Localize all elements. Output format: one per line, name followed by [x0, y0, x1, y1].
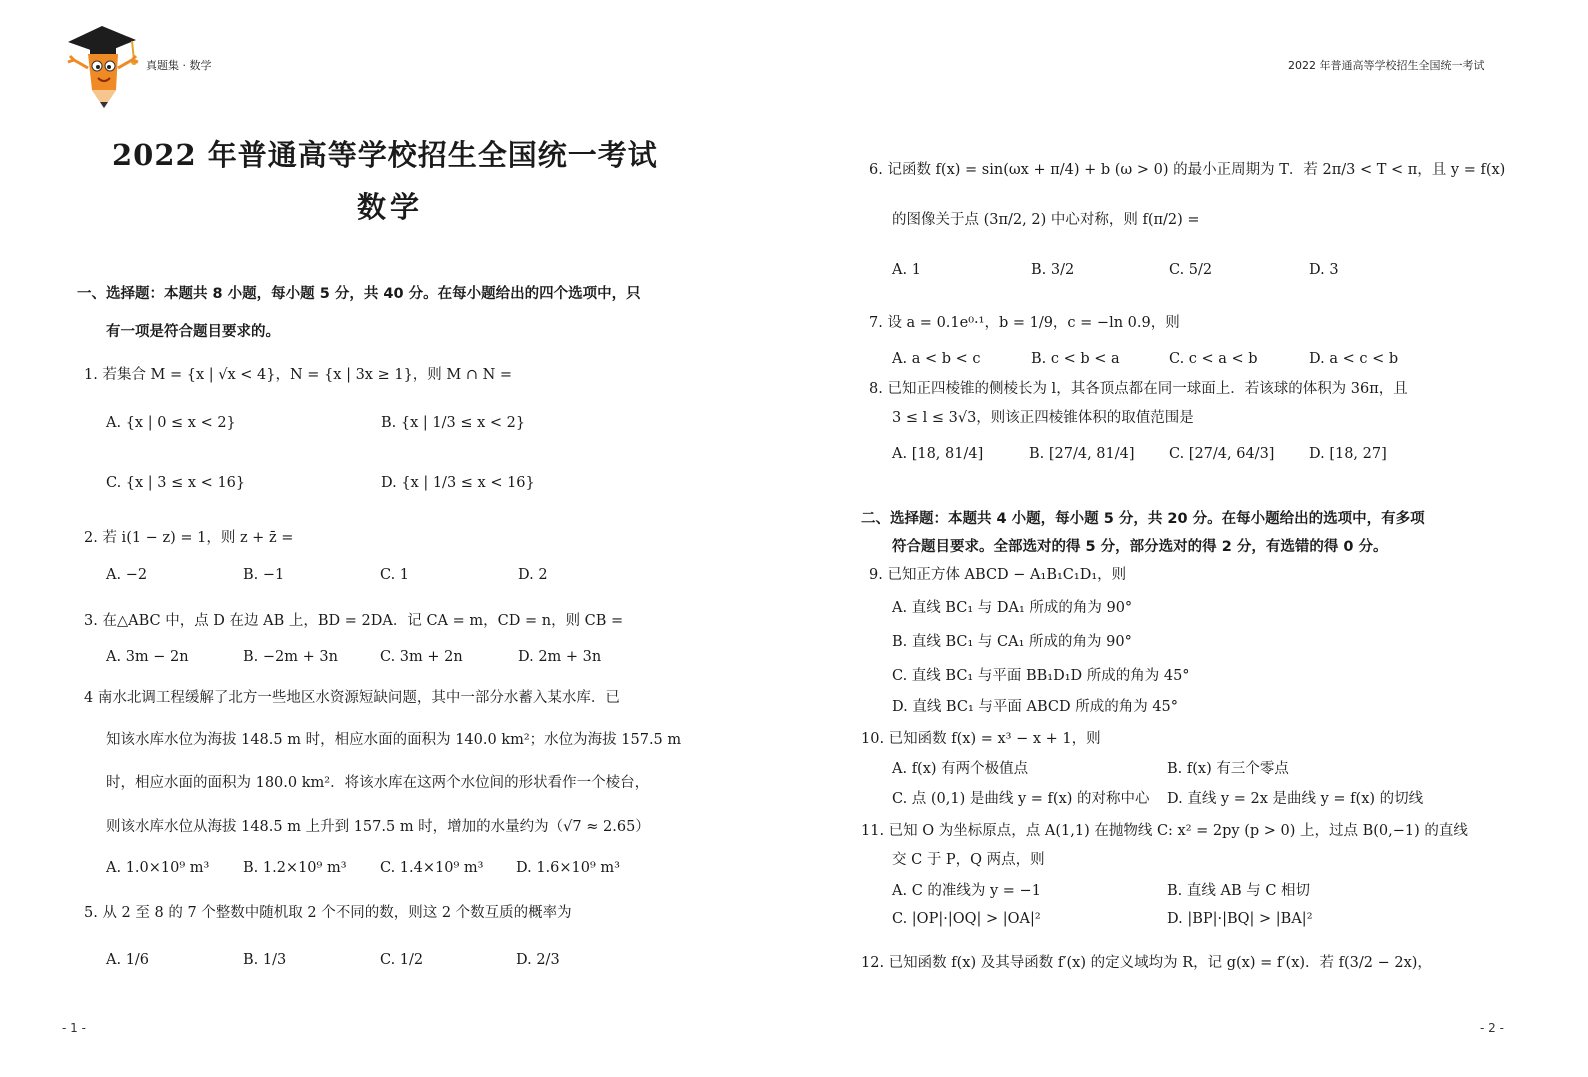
- q4-line1: 4 南水北调工程缓解了北方一些地区水资源短缺问题，其中一部分水蓄入某水库．已: [84, 690, 620, 706]
- q1-option-d: D. {x | 1/3 ≤ x < 16}: [381, 475, 535, 491]
- q12-stem: 12. 已知函数 f(x) 及其导函数 f′(x) 的定义域均为 R，记 g(x) = f′(x)．若 f(3/2 − 2x)，: [861, 955, 1432, 971]
- exam-title: 2022 年普通高等学校招生全国统一考试: [112, 138, 658, 172]
- q2-option-a: A. −2: [106, 567, 148, 583]
- q6-line1: 6. 记函数 f(x) = sin(ωx + π/4) + b (ω > 0) 的最小正周期为 T．若 2π/3 < T < π，且 y = f(x): [869, 162, 1506, 178]
- q5-stem: 5. 从 2 至 8 的 7 个整数中随机取 2 个不同的数，则这 2 个数互质的概率为: [84, 905, 572, 921]
- q11-option-c: C. |OP|·|OQ| > |OA|²: [892, 911, 1041, 927]
- q10-option-d: D. 直线 y = 2x 是曲线 y = f(x) 的切线: [1167, 791, 1424, 807]
- section1-heading-line2: 有一项是符合题目要求的。: [106, 324, 280, 340]
- q5-option-b: B. 1/3: [243, 952, 287, 968]
- q4-option-a: A. 1.0×10⁹ m³: [106, 860, 210, 876]
- q6-option-d: D. 3: [1309, 262, 1339, 278]
- q8-option-a: A. [18, 81/4]: [892, 446, 984, 462]
- q6-option-a: A. 1: [892, 262, 921, 278]
- q7-option-a: A. a < b < c: [892, 351, 981, 367]
- q3-option-b: B. −2m + 3n: [243, 649, 338, 665]
- q2-option-d: D. 2: [518, 567, 548, 583]
- pencil-mascot-logo: [62, 20, 142, 112]
- section2-heading-line1: 二、选择题：本题共 4 小题，每小题 5 分，共 20 分。在每小题给出的选项中，有多项: [861, 511, 1425, 527]
- q4-option-c: C. 1.4×10⁹ m³: [380, 860, 484, 876]
- q3-option-c: C. 3m + 2n: [380, 649, 463, 665]
- q5-option-d: D. 2/3: [516, 952, 560, 968]
- q8-line2: 3 ≤ l ≤ 3√3，则该正四棱锥体积的取值范围是: [892, 410, 1194, 426]
- q10-stem: 10. 已知函数 f(x) = x³ − x + 1，则: [861, 731, 1101, 747]
- q6-option-b: B. 3/2: [1031, 262, 1075, 278]
- q9-option-a: A. 直线 BC₁ 与 DA₁ 所成的角为 90°: [892, 600, 1133, 616]
- q1-option-b: B. {x | 1/3 ≤ x < 2}: [381, 415, 526, 431]
- q1-option-a: A. {x | 0 ≤ x < 2}: [106, 415, 236, 431]
- q8-line1: 8. 已知正四棱锥的侧棱长为 l，其各顶点都在同一球面上．若该球的体积为 36π，且: [869, 381, 1408, 397]
- page-number-right: - 2 -: [1480, 1021, 1504, 1035]
- q4-option-b: B. 1.2×10⁹ m³: [243, 860, 347, 876]
- q11-option-d: D. |BP|·|BQ| > |BA|²: [1167, 911, 1313, 927]
- q4-line2: 知该水库水位为海拔 148.5 m 时，相应水面的面积为 140.0 km²；水位为海拔 157.5 m: [106, 732, 682, 748]
- q8-option-d: D. [18, 27]: [1309, 446, 1387, 462]
- q1-stem: 1. 若集合 M = {x | √x < 4}，N = {x | 3x ≥ 1}，则 M ∩ N =: [84, 367, 513, 383]
- q2-stem: 2. 若 i(1 − z) = 1，则 z + z̄ =: [84, 530, 294, 546]
- q7-option-c: C. c < a < b: [1169, 351, 1258, 367]
- header-right-label: 2022 年普通高等学校招生全国统一考试: [1288, 59, 1485, 72]
- section2-heading-line2: 符合题目要求。全部选对的得 5 分，部分选对的得 2 分，有选错的得 0 分。: [892, 539, 1388, 555]
- q11-option-a: A. C 的准线为 y = −1: [892, 883, 1041, 899]
- q1-option-c: C. {x | 3 ≤ x < 16}: [106, 475, 246, 491]
- header-left-label: 真题集 · 数学: [146, 59, 212, 72]
- q7-option-b: B. c < b < a: [1031, 351, 1120, 367]
- q8-option-c: C. [27/4, 64/3]: [1169, 446, 1275, 462]
- q4-option-d: D. 1.6×10⁹ m³: [516, 860, 620, 876]
- q6-option-c: C. 5/2: [1169, 262, 1213, 278]
- q11-option-b: B. 直线 AB 与 C 相切: [1167, 883, 1311, 899]
- q9-option-b: B. 直线 BC₁ 与 CA₁ 所成的角为 90°: [892, 634, 1132, 650]
- q2-option-c: C. 1: [380, 567, 410, 583]
- q10-option-c: C. 点 (0,1) 是曲线 y = f(x) 的对称中心: [892, 791, 1150, 807]
- q4-line3: 时，相应水面的面积为 180.0 km²．将该水库在这两个水位间的形状看作一个棱台，: [106, 775, 650, 791]
- q5-option-c: C. 1/2: [380, 952, 424, 968]
- q9-option-d: D. 直线 BC₁ 与平面 ABCD 所成的角为 45°: [892, 699, 1179, 715]
- page-number-left: - 1 -: [62, 1021, 86, 1035]
- subject-title: 数学: [357, 190, 424, 224]
- q8-option-b: B. [27/4, 81/4]: [1029, 446, 1135, 462]
- q2-option-b: B. −1: [243, 567, 285, 583]
- q10-option-b: B. f(x) 有三个零点: [1167, 761, 1289, 777]
- q11-line2: 交 C 于 P，Q 两点，则: [892, 852, 1045, 868]
- q4-line4: 则该水库水位从海拔 148.5 m 上升到 157.5 m 时，增加的水量约为（√7 ≈ 2.65）: [106, 819, 650, 835]
- q11-line1: 11. 已知 O 为坐标原点，点 A(1,1) 在抛物线 C: x² = 2py (p > 0) 上，过点 B(0,−1) 的直线: [861, 823, 1468, 839]
- q6-line2: 的图像关于点 (3π/2, 2) 中心对称，则 f(π/2) =: [892, 212, 1200, 228]
- q5-option-a: A. 1/6: [106, 952, 150, 968]
- section1-heading-line1: 一、选择题：本题共 8 小题，每小题 5 分，共 40 分。在每小题给出的四个选项中，只: [77, 286, 641, 302]
- q3-option-d: D. 2m + 3n: [518, 649, 602, 665]
- q9-stem: 9. 已知正方体 ABCD − A₁B₁C₁D₁，则: [869, 567, 1127, 583]
- q3-stem: 3. 在△ABC 中，点 D 在边 AB 上，BD = 2DA．记 CA = m，CD = n，则 CB =: [84, 613, 624, 629]
- q10-option-a: A. f(x) 有两个极值点: [892, 761, 1029, 777]
- q7-stem: 7. 设 a = 0.1e⁰·¹，b = 1/9，c = −ln 0.9，则: [869, 315, 1180, 331]
- q9-option-c: C. 直线 BC₁ 与平面 BB₁D₁D 所成的角为 45°: [892, 668, 1190, 684]
- q3-option-a: A. 3m − 2n: [106, 649, 189, 665]
- q7-option-d: D. a < c < b: [1309, 351, 1399, 367]
